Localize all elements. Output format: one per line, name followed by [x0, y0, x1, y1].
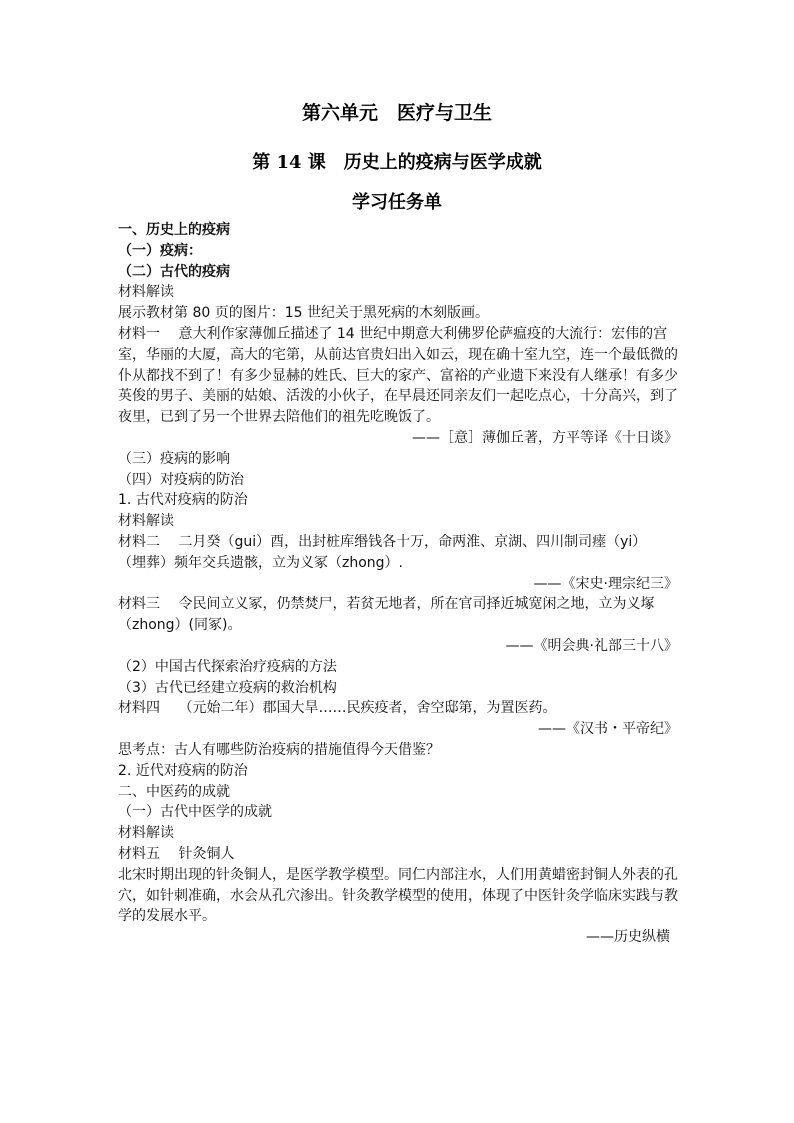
body-line: 材料三 令民间立义冢，仍禁焚尸，若贫无地者，所在官司择近城宽闲之地，立为义塚 [118, 596, 655, 613]
body-line: （四）对疫病的防治 [118, 471, 244, 488]
body-line: （二）古代的疫病 [118, 263, 230, 280]
body-line: 材料二 二月癸（gui）酉，出封桩库缗钱各十万，命两淮、京湖、四川制司瘗（yi） [118, 533, 647, 550]
body-line: （zhong）(同冢)。 [118, 617, 242, 634]
body-line: ——历史纵横 [586, 929, 670, 946]
body-line: 材料四 （元始二年）郡国大旱……民疾疫者，舍空邸第，为置医药。 [118, 700, 557, 717]
worksheet-title: 学习任务单 [352, 192, 442, 213]
body-line: ——《明会典·礼部三十八》 [505, 637, 678, 654]
body-line: 材料解读 [118, 513, 174, 530]
unit-title: 第六单元 医疗与卫生 [301, 102, 492, 124]
body-line: 材料解读 [118, 284, 174, 301]
body-line: 一、历史上的疫病 [118, 222, 230, 238]
body-line: 材料一 意大利作家薄伽丘描述了 14 世纪中期意大利佛罗伦萨瘟疫的大流行：宏伟的宫室，华丽的大厦，高大的宅第，从前达官贵妇出入如云，现在确十室九空，连一个最低微的仆从都找不到了！有多少显赫的姓氏、巨大的家产、富裕的产业遗下来没有人继承！有多少英俊的男子、美丽的姑娘、活泼的小伙子，在早晨还同亲友们一起吃点心，十分高兴，到了夜里，已到了另一个世界去陪他们的祖先吃晚饭了。 [118, 325, 678, 426]
body-line: 2. 近代对疫病的防治 [118, 762, 248, 779]
body-line: ——《宋史·理宗纪三》 [533, 575, 678, 592]
body-line: （一）疫病： [118, 242, 202, 259]
document-body [118, 220, 678, 948]
body-line: （一）古代中医学的成就 [118, 804, 272, 821]
body-line: 材料五 针灸铜人 [118, 845, 235, 862]
body-line: 北宋时期出现的针灸铜人，是医学教学模型。同仁内部注水，人们用黄蜡密封铜人外表的孔穴，如针刺准确，水会从孔穴渗出。针灸教学模型的使用，体现了中医针灸学临床实践与教学的发展水平。 [118, 866, 678, 925]
body-line: （三）疫病的影响 [118, 450, 230, 467]
body-line: 二、中医药的成就 [118, 783, 230, 800]
body-line: （埋葬）频年交兵遗骸，立为义冢（zhong）. [118, 554, 403, 571]
body-line: 思考点：古人有哪些防治疫病的措施值得今天借鉴？ [118, 741, 440, 758]
body-line: ——［意］薄伽丘著，方平等译《十日谈》 [412, 429, 678, 446]
body-line: （3）古代已经建立疫病的救治机构 [118, 679, 337, 696]
lesson-title: 第 14 课 历史上的疫病与医学成就 [252, 152, 542, 173]
body-line: （2）中国古代探索治疗疫病的方法 [118, 658, 337, 675]
body-line: 材料解读 [118, 825, 174, 842]
body-line: 展示教材第 80 页的图片：15 世纪关于黑死病的木刻版画。 [118, 305, 489, 322]
body-line: 1. 古代对疫病的防治 [118, 492, 248, 509]
body-line: ——《汉书・平帝纪》 [538, 721, 678, 738]
